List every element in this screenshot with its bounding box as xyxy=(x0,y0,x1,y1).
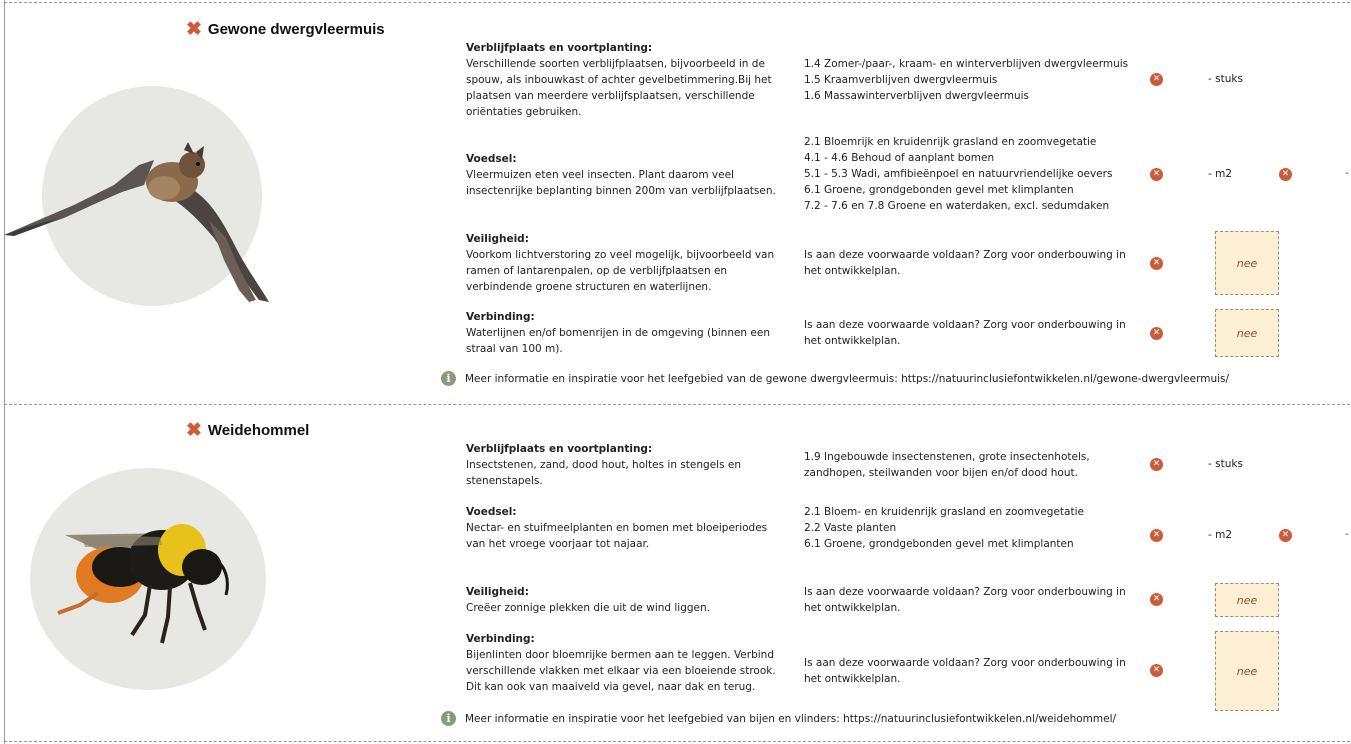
requirement-block xyxy=(466,151,786,199)
info-text[interactable]: Meer informatie en inspiratie voor het leefgebied van de gewone dwergvleermuis: https://natuurinclusiefontwikkelen.nl/gewone-dwergvleermuis/ xyxy=(465,372,1230,385)
measure-item: 1.4 Zomer-/paar-, kraam- en winterverblijven dwergvleermuis xyxy=(804,58,1129,70)
quantity-value: - m2 xyxy=(1208,529,1233,541)
requirement-text: Insectstenen, zand, dood hout, holtes in stengels en stenenstapels. xyxy=(466,459,742,487)
requirement-block xyxy=(466,504,786,552)
requirement-block xyxy=(466,584,786,616)
cross-circle-icon[interactable]: ✕ xyxy=(1279,168,1292,181)
requirement-block xyxy=(466,441,786,489)
quantity-value: - m2 xyxy=(1208,168,1233,180)
requirement-block xyxy=(466,631,786,695)
requirement-block xyxy=(466,40,786,120)
info-line xyxy=(441,711,1116,726)
answer-dropdown[interactable]: nee xyxy=(1215,309,1279,357)
edge-value: - xyxy=(1345,168,1349,179)
cross-circle-icon[interactable]: ✕ xyxy=(1150,593,1163,606)
requirement-heading: Veiligheid: xyxy=(466,233,529,245)
requirement-text: Vleermuizen eten veel insecten. Plant daarom veel insectenrijke beplanting binnen 200m van verblijfplaatsen. xyxy=(466,169,776,197)
info-text[interactable]: Meer informatie en inspiratie voor het leefgebied van bijen en vlinders: https://natuurinclusiefontwikkelen.nl/weidehommel/ xyxy=(465,712,1117,725)
measure-item: 6.1 Groene, grondgebonden gevel met klimplanten xyxy=(804,184,1074,196)
requirement-heading: Voedsel: xyxy=(466,506,517,518)
requirement-text: Nectar- en stuifmeelplanten en bomen met bloeiperiodes van het vroege voorjaar tot najaar. xyxy=(466,522,768,550)
measure-item: 4.1 - 4.6 Behoud of aanplant bomen xyxy=(804,152,995,164)
requirement-text: Bijenlinten door bloemrijke bermen aan te leggen. Verbind verschillende vlakken met elkaar via een bloeiende strook. Dit kan ook van maaiveld via gevel, naar dak en terug. xyxy=(466,649,776,693)
measure-item: 1.5 Kraamverblijven dwergvleermuis xyxy=(804,74,998,86)
species-name: Gewone dwergvleermuis xyxy=(207,21,385,38)
measures-list xyxy=(804,504,1144,552)
edge-value: - xyxy=(1345,529,1349,540)
cross-circle-icon[interactable]: ✕ xyxy=(1150,73,1163,86)
measure-item: 5.1 - 5.3 Wadi, amfibieënpoel en natuurvriendelijke oevers xyxy=(804,168,1113,180)
measures-list xyxy=(804,56,1144,104)
measure-item: 6.1 Groene, grondgebonden gevel met klimplanten xyxy=(804,538,1074,550)
measures-list xyxy=(804,449,1104,481)
cross-circle-icon[interactable]: ✕ xyxy=(1150,529,1163,542)
measure-item: 2.1 Bloem- en kruidenrijk grasland en zoomvegetatie xyxy=(804,506,1084,518)
measures-list xyxy=(804,134,1144,214)
requirement-text: Voorkom lichtverstoring zo veel mogelijk, bijvoorbeeld van ramen of lantarenpalen, op de verblijfplaatsen en verbindende groene structuren en waterlijnen. xyxy=(466,249,775,293)
requirement-heading: Verbinding: xyxy=(466,311,535,323)
section-divider xyxy=(4,404,1350,405)
section-divider xyxy=(4,2,1350,3)
species-title xyxy=(186,20,385,39)
measures-list xyxy=(804,317,1144,349)
measure-item: Is aan deze voorwaarde voldaan? Zorg voor onderbouwing in het ontwikkelplan. xyxy=(804,319,1126,347)
requirement-heading: Verbinding: xyxy=(466,633,535,645)
requirement-text: Waterlijnen en/of bomenrijen in de omgeving (binnen een straal van 100 m). xyxy=(466,327,770,355)
cross-circle-icon[interactable]: ✕ xyxy=(1150,458,1163,471)
measures-list xyxy=(804,584,1144,616)
cross-circle-icon[interactable]: ✕ xyxy=(1279,529,1292,542)
measures-list xyxy=(804,247,1144,279)
x-mark-icon[interactable]: ✖ xyxy=(186,420,202,441)
measure-item: 7.2 - 7.6 en 7.8 Groene en waterdaken, excl. sedumdaken xyxy=(804,200,1110,212)
info-icon: i xyxy=(441,711,456,726)
quantity-value: - stuks xyxy=(1208,458,1243,470)
requirement-text: Creëer zonnige plekken die uit de wind liggen. xyxy=(466,602,711,614)
section-divider xyxy=(4,741,1350,742)
measure-item: 2.2 Vaste planten xyxy=(804,522,897,534)
bat-photo xyxy=(4,130,274,305)
cross-circle-icon[interactable]: ✕ xyxy=(1150,168,1163,181)
cross-circle-icon[interactable]: ✕ xyxy=(1150,257,1163,270)
measures-list xyxy=(804,655,1144,687)
measure-item: 2.1 Bloemrijk en kruidenrijk grasland en zoomvegetatie xyxy=(804,136,1097,148)
cross-circle-icon[interactable]: ✕ xyxy=(1150,664,1163,677)
requirement-text: Verschillende soorten verblijfplaatsen, bijvoorbeeld in de spouw, als inbouwkast of achter gevelbetimmering.Bij het plaatsen van meerdere verblijfsplaatsen, verschillende oriëntaties gebruiken. xyxy=(466,58,772,118)
species-title xyxy=(186,421,309,440)
measure-item: Is aan deze voorwaarde voldaan? Zorg voor onderbouwing in het ontwikkelplan. xyxy=(804,249,1126,277)
requirement-heading: Veiligheid: xyxy=(466,586,529,598)
measure-item: 1.9 Ingebouwde insectenstenen, grote insectenhotels, zandhopen, steilwanden voor bijen en/of dood hout. xyxy=(804,451,1090,479)
measure-item: 1.6 Massawinterverblijven dwergvleermuis xyxy=(804,90,1029,102)
measure-item: Is aan deze voorwaarde voldaan? Zorg voor onderbouwing in het ontwikkelplan. xyxy=(804,586,1126,614)
requirement-block xyxy=(466,309,786,357)
measure-item: Is aan deze voorwaarde voldaan? Zorg voor onderbouwing in het ontwikkelplan. xyxy=(804,657,1126,685)
answer-dropdown[interactable]: nee xyxy=(1215,631,1279,711)
quantity-value: - stuks xyxy=(1208,73,1243,85)
answer-dropdown[interactable]: nee xyxy=(1215,231,1279,295)
requirement-heading: Verblijfplaats en voortplanting: xyxy=(466,443,653,455)
requirement-block xyxy=(466,231,786,295)
info-icon: i xyxy=(441,371,456,386)
requirement-heading: Voedsel: xyxy=(466,153,517,165)
cross-circle-icon[interactable]: ✕ xyxy=(1150,327,1163,340)
x-mark-icon[interactable]: ✖ xyxy=(186,19,202,40)
species-name: Weidehommel xyxy=(207,422,310,439)
info-line xyxy=(441,371,1229,386)
answer-dropdown[interactable]: nee xyxy=(1215,583,1279,617)
requirement-heading: Verblijfplaats en voortplanting: xyxy=(466,42,653,54)
bumblebee-photo xyxy=(50,505,250,655)
